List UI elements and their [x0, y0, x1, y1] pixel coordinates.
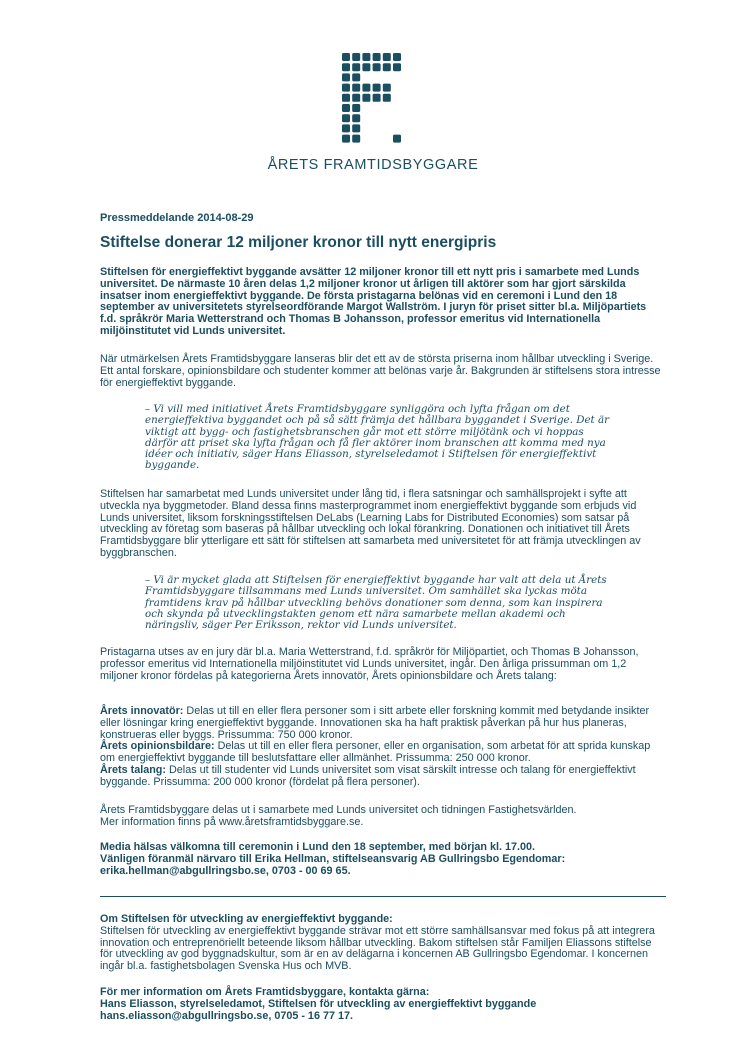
logo-dot	[342, 114, 350, 122]
logo-dot	[383, 53, 391, 61]
contact-line: Hans Eliasson, styrelseledamot, Stiftelsen för utveckling av energieffektivt byggande	[100, 997, 537, 1010]
logo-dot	[352, 114, 360, 122]
category-talent	[100, 765, 662, 789]
category-text: Delas ut till en eller flera personer som i sitt arbete eller forskning kommit med betydande insikter eller lösningar kring energieffektivt byggande. Innovationen ska ha haft praktisk påverkan på hur hus planeras, konstrueras eller byggs. Prissumma: 750 000 kronor.	[100, 705, 650, 741]
logo-dot	[373, 94, 381, 102]
category-label: Årets talang:	[100, 763, 166, 776]
logo-dot	[342, 94, 350, 102]
logo-dot	[342, 53, 350, 61]
logo-dot	[342, 124, 350, 132]
media-invitation	[100, 842, 662, 877]
quote-per-eriksson: – Vi är mycket glada att Stiftelsen för energieffektivt byggande har valt att dela ut Årets Framtidsbyggare tillsammans med Lunds universitet. Om samhället ska lyckas möta framtidens krav på hållbar utveckling behövs donationer som denna, som kan inspirera och skynda på utvecklingstakten genom ett nära samarbete mellan akademi och näringsliv, säger Per Eriksson, rektor vid Lunds universitet.	[145, 574, 607, 632]
quote-hans-eliasson: – Vi vill med initiativet Årets Framtidsbyggare synliggöra och lyfta frågan om det energieffektiva byggandet och på så sätt främja det hållbara byggandet i Sverige. Det är viktigt att bygg- och fastighetsbranschen går mot ett större miljötänk och vi hoppas därför att priset ska lyfta frågan och få fler aktörer inom branschen att komma med nya idéer och initiativ, säger Hans Eliasson, styrelseledamot i Stiftelsen för energieffektivt byggande.	[145, 403, 610, 472]
logo-dot	[393, 63, 401, 71]
section-divider	[100, 896, 666, 897]
logo-dot	[373, 63, 381, 71]
contact-section	[100, 987, 662, 1022]
contact-line: hans.eliasson@abgullringsbo.se, 0705 - 16 77 17.	[100, 1009, 353, 1022]
logo-dot	[342, 135, 350, 143]
logo-dot	[383, 94, 391, 102]
about-heading: Om Stiftelsen för utveckling av energieffektivt byggande:	[100, 913, 393, 925]
logo-dot	[342, 63, 350, 71]
logo-dot	[342, 73, 350, 81]
logo-dot	[352, 73, 360, 81]
logo-dot	[342, 84, 350, 92]
partners-line: Årets Framtidsbyggare delas ut i samarbete med Lunds universitet och tidningen Fastighetsvärlden.	[100, 804, 577, 816]
press-release-date: Pressmeddelande 2014-08-29	[100, 212, 254, 224]
category-text: Delas ut till en eller flera personer, eller en organisation, som arbetat för att sprida kunskap om energieffektivt byggande till beslutsfattare eller allmänhet. Prissumma: 250 000 kronor.	[100, 740, 651, 765]
logo-dot	[362, 94, 370, 102]
logo-dot	[362, 63, 370, 71]
media-line: erika.hellman@abgullringsbo.se, 0703 - 00 69 65.	[100, 864, 351, 877]
prize-categories	[100, 706, 662, 789]
logo-dot	[352, 124, 360, 132]
logo-dot	[352, 63, 360, 71]
about-section	[100, 914, 662, 973]
logo-dot	[352, 104, 360, 112]
category-text: Delas ut till studenter vid Lunds universitet som visat särskilt intresse och talang för energieffektivt byggande. Prissumma: 200 000 kronor (fördelat på flera personer).	[100, 763, 636, 788]
logo-dot	[383, 63, 391, 71]
logo-dot	[393, 135, 401, 143]
category-label: Årets opinionsbildare:	[100, 740, 215, 753]
page-title: Stiftelse donerar 12 miljoner kronor till nytt energipris	[100, 234, 497, 251]
logo-dot	[362, 53, 370, 61]
framtidsbyggare-logo	[341, 52, 405, 144]
media-line: Vänligen föranmäl närvaro till Erika Hellman, stiftelseansvarig AB Gullringsbo Egendomar:	[100, 852, 566, 865]
lead-paragraph: Stiftelsen för energieffektivt byggande avsätter 12 miljoner kronor till ett nytt pris i samarbete med Lunds universitet. De närmaste 10 åren delas 1,2 miljoner kronor ut årligen till aktörer som har gjort särskilda insatser inom energieffektivt byggande. De första pristagarna belönas vid en ceremoni i Lund den 18 september av universitetets styrelseordförande Margot Wallström. I juryn för priset sitter bl.a. Miljöpartiets f.d. språkrör Maria Wetterstrand och Thomas B Johansson, professor emeritus vid Internationella miljöinstitutet vid Lunds universitet.	[100, 266, 647, 337]
jury-paragraph: Pristagarna utses av en jury där bl.a. Maria Wetterstrand, f.d. språkrör för Miljöpartiet, och Thomas B Johansson, professor emeritus vid Internationella miljöinstitutet vid Lunds universitet, ingår. Den årliga prissumman om 1,2 miljoner kronor fördelas på kategorierna Årets innovatör, Årets opinionsbildare och Årets talang:	[100, 646, 639, 682]
category-innovator	[100, 706, 662, 741]
logo-dot	[342, 104, 350, 112]
media-line: Media hälsas välkomna till ceremonin i Lund den 18 september, med början kl. 17.00.	[100, 841, 536, 853]
logo-dot	[352, 53, 360, 61]
collaboration-paragraph: Stiftelsen har samarbetat med Lunds universitet under lång tid, i flera satsningar och samhällsprojekt i syfte att utveckla nya byggmetoder. Bland dessa finns masterprogrammet inom energieffektivt byggande som erbjuds vid Lunds universitet, liksom forskningsstiftelsen DeLabs (Learning Labs for Distributed Economies) som satsar på utveckling av företag som baseras på hållbar utveckling och lokal förankring. Donationen och initiativet till Årets Framtidsbyggare blir ytterligare ett sätt för stiftelsen att samarbeta med universitetet för att främja utvecklingen av byggbranschen.	[100, 488, 641, 559]
logo-dot	[373, 53, 381, 61]
logo-dot	[352, 94, 360, 102]
logo-dot	[383, 84, 391, 92]
logo-dot	[393, 53, 401, 61]
logo-dot	[362, 84, 370, 92]
logo-dot	[352, 84, 360, 92]
category-label: Årets innovatör:	[100, 705, 184, 717]
website-line: Mer information finns på www.åretsframtidsbyggare.se.	[100, 815, 364, 828]
category-opinion-maker	[100, 741, 662, 765]
logo-dot	[373, 84, 381, 92]
logo-dot	[352, 135, 360, 143]
brand-wordmark: ÅRETS FRAMTIDSBYGGARE	[267, 157, 479, 173]
intro-paragraph: När utmärkelsen Årets Framtidsbyggare lanseras blir det ett av de största priserna inom hållbar utveckling i Sverige. Ett antal forskare, opinionsbildare och studenter kommer att belönas varje år. Bakgrunden är stiftelsens stora intresse för energieffektivt byggande.	[100, 353, 661, 389]
about-text: Stiftelsen för utveckling av energieffektivt byggande strävar mot ett större samhällsansvar med fokus på att integrera innovation och entreprenöriellt beteende liksom hållbar utveckling. Bakom stiftelsen står Familjen Eliassons stiftelse för utveckling av god byggnadskultur, som är en av delägarna i koncernen AB Gullringsbo Egendomar. I koncernen ingår bl.a. fastighetsbolagen Svenska Hus och MVB.	[100, 924, 655, 973]
partners-paragraph	[100, 805, 662, 829]
contact-line: För mer information om Årets Framtidsbyggare, kontakta gärna:	[100, 986, 430, 998]
